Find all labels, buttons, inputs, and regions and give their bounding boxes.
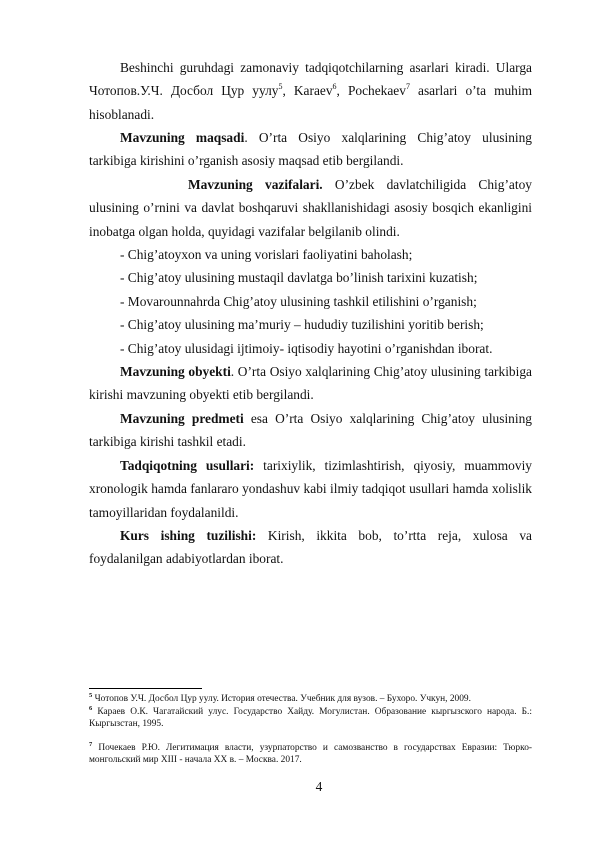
vazifalar-label: Mavzuning vazifalari. [188,177,323,192]
footnote-text: Почекаев Р.Ю. Легитимация власти, узурпаторство и самозванство в государствах Евразии: Тюрко-монгольский мир XIII - начала XX в. – Москва. 2017. [89,743,533,765]
footnote-number: 5 [89,692,93,699]
obyekt-paragraph [89,360,532,407]
tuzilishi-text: Kirish, ikkita bob, to’rtta reja, xulosa va foydalanilgan adabiyotlardan iborat. [89,528,532,567]
task-item: - Movarounnahrda Chig’atoy ulusining tashkil etilishini o’rganish; [120,294,477,309]
footnote-text: Чотопов У.Ч. Досбол Цур уулу. История отечества. Учебник для вузов. – Бухоро. Учкун, 2009. [94,694,471,704]
obyekt-label: Mavzuning obyekti [120,364,231,379]
footnote-number: 7 [89,741,93,748]
page-number: 4 [315,779,323,794]
tuzilishi-label: Kurs ishing tuzilishi: [120,528,257,543]
vazifalar-text: O’zbek davlatchiligida Chig’atoy ulusining o’rnini va davlat boshqaruvi shakllanishidagi asosiy bosqich ekanligini inobatga olgan holda, quyidagi vazifalar belgilanib olindi. [89,177,532,239]
usullar-label: Tadqiqotning usullari: [120,458,255,473]
tuzilishi-paragraph [89,524,532,571]
maqsad-text: . O’rta Osiyo xalqlarining Chig’atoy ulusining tarkibiga kirishini o’rganish asosiy maqsad etib bergilandi. [89,130,532,169]
usullar-text: tarixiylik, tizimlashtirish, qiyosiy, muammoviy xronologik hamda fanlararo yondashuv kabi ilmiy tadqiqot usullari hamda xolislik tamoyillaridan foydalanildi. [89,458,532,520]
maqsad-label: Mavzuning maqsadi [120,130,245,145]
task-item: - Chig’atoy ulusining mustaqil davlatga bo’linish tarixini kuzatish; [120,270,478,285]
task-item: - Chig’atoy ulusining ma’muriy – hududiy tuzilishini yoritib berish; [120,317,484,332]
intro-text: , Pochekaev [336,83,406,99]
footnote-5 [89,694,532,706]
footnote-ref-7: 7 [405,82,410,92]
predmet-label: Mavzuning predmeti [120,411,244,426]
footnote-number: 6 [89,705,93,712]
vazifalar-paragraph [89,173,532,243]
footnote-text: Караев О.К. Чагатайский улус. Государство Хайду. Могулистан. Образование кыргызского народа. Б.: Кыргызстан, 1995. [89,707,533,729]
footnote-ref-6: 6 [332,82,337,92]
predmet-paragraph [89,407,532,454]
usullar-paragraph [89,454,532,524]
predmet-text: esa O’rta Osiyo xalqlarining Chig’atoy ulusining tarkibiga kirishi tashkil etadi. [89,411,532,450]
intro-text: , Karaev [282,83,333,99]
task-item: - Chig’atoy ulusidagi ijtimoiy- iqtisodiy hayotini o’rganishdan iborat. [120,341,493,356]
footnote-6 [89,707,532,730]
intro-text: asarlari o’ta muhim hisoblanadi. [89,83,533,122]
intro-paragraph [89,56,532,126]
intro-text: Beshinchi guruhdagi zamonaviy tadqiqotchilarning asarlari kiradi. Ularga Чотопов.У.Ч. Досбол Цур уулу [89,60,532,99]
footnote-ref-5: 5 [278,82,283,92]
maqsad-paragraph [89,126,532,173]
footnote-7 [89,743,532,766]
footnote-divider [89,688,202,689]
task-item: - Chig’atoyxon va uning vorislari faoliyatini baholash; [120,247,413,262]
obyekt-text: . O’rta Osiyo xalqlarining Chig’atoy ulusining tarkibiga kirishi mavzuning obyekti etib bergilandi. [89,364,532,403]
